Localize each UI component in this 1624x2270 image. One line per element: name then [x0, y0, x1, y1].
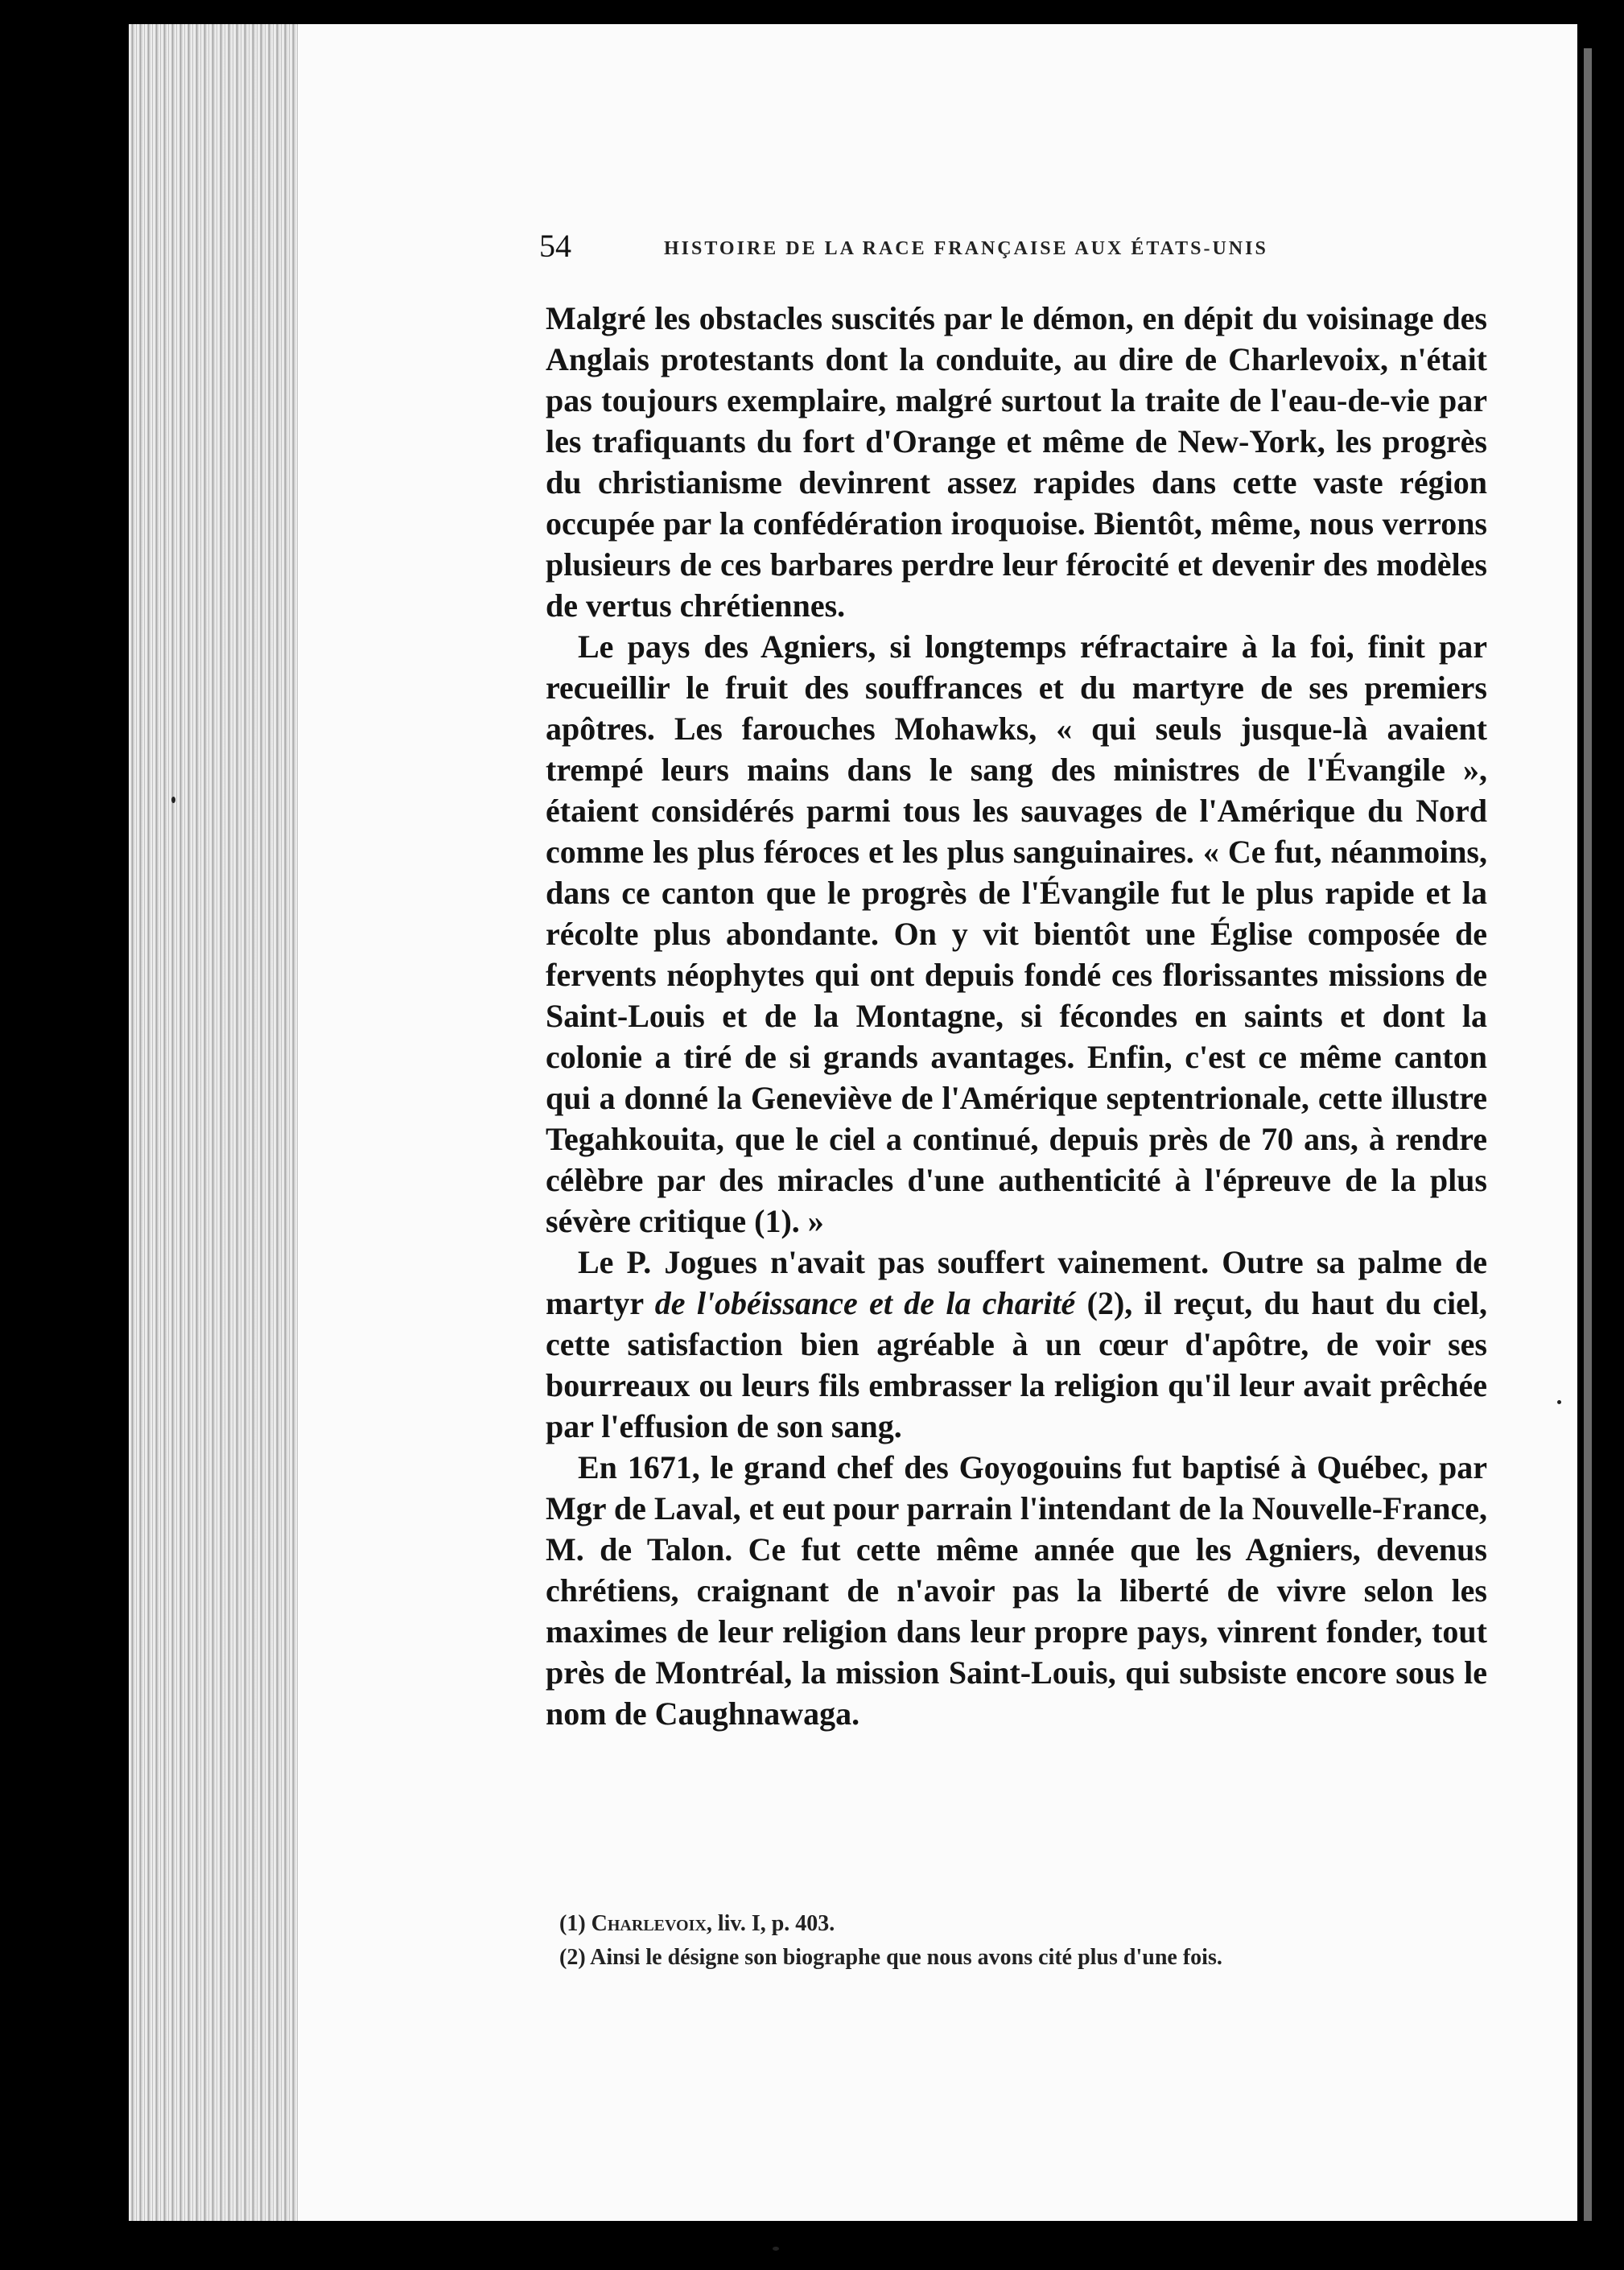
footnote-1 — [559, 1907, 1493, 1941]
footnotes — [559, 1907, 1493, 1975]
paragraph-2: Le pays des Agniers, si longtemps réfractaire à la foi, finit par recueillir le fruit des souffrances et du martyre de ses premiers apôtres. Les farouches Mohawks, « qui seuls jusque-là avaient trempé leurs mains dans le sang des ministres de l'Évangile », étaient considérés parmi tous les sauvages de l'Amérique du Nord comme les plus féroces et les plus sanguinaires. « Ce fut, néanmoins, dans ce canton que le progrès de l'Évangile fut le plus rapide et la récolte plus abondante. On y vit bientôt une Église composée de fervents néophytes qui ont depuis fondé ces florissantes missions de Saint-Louis et de la Montagne, si fécondes en saints et dont la colonie a tiré de si grands avantages. Enfin, c'est ce même canton qui a donné la Geneviève de l'Amérique septentrionale, cette illustre Tegahkouita, que le ciel a continué, depuis près de 70 ans, à rendre célèbre par des miracles d'une authenticité à l'épreuve de la plus sévère critique (1). » — [546, 628, 1487, 1239]
paragraph-1: Malgré les obstacles suscités par le démon, en dépit du voisinage des Anglais protestants dont la conduite, au dire de Charlevoix, n'était pas toujours exemplaire, malgré surtout la traite de l'eau-de-vie par les trafiquants du fort d'Orange et même de New-York, les progrès du christianisme devinrent assez rapides dans cette vaste région occupée par la confédération iroquoise. Bientôt, même, nous verrons plusieurs de ces barbares perdre leur férocité et devenir des modèles de vertus chrétiennes. — [546, 300, 1487, 624]
footnote-1-mark: (1) — [559, 1911, 586, 1936]
running-head — [539, 227, 1384, 267]
footnote-1-author: Charlevoix — [591, 1911, 707, 1936]
page-number: 54 — [539, 228, 571, 264]
paragraph-4: En 1671, le grand chef des Goyogouins fut baptisé à Québec, par Mgr de Laval, et eut pour parrain l'intendant de la Nouvelle-France, M. de Talon. Ce fut cette même année que les Agniers, devenus chrétiens, craignant de n'avoir pas la liberté de vivre selon les maximes de leur religion dans leur propre pays, vinrent fonder, tout près de Montréal, la mission Saint-Louis, qui subsiste encore sous le nom de Caughnawaga. — [546, 1449, 1487, 1732]
footnote-2-text: Ainsi le désigne son biographe que nous avons cité plus d'une fois. — [585, 1945, 1222, 1970]
paragraph-3-italic-phrase: de l'obéissance et de la charité — [654, 1285, 1076, 1321]
paragraph-3-text-before: Le P. Jogues n'avait pas souffert vainement. Outre sa palme de martyr — [546, 1244, 1487, 1321]
footnote-1-text: , liv. I, p. 403. — [706, 1911, 835, 1936]
book-page-edges — [129, 24, 310, 2221]
paragraph-3-text-after: (2), il reçut, du haut du ciel, cette satisfaction bien agréable à un cœur d'apôtre, de voir ses bourreaux ou leurs fils embrasser la religion qu'il leur avait prêchée par l'effusion de son sang. — [546, 1285, 1488, 1444]
footnote-2 — [559, 1941, 1493, 1975]
body-text — [546, 298, 1487, 1734]
running-title: HISTOIRE DE LA RACE FRANÇAISE AUX ÉTATS-UNIS — [664, 238, 1268, 259]
scan-speck — [773, 2247, 779, 2251]
scan-speck — [171, 797, 175, 803]
footnote-2-mark: (2) — [559, 1945, 586, 1970]
scan-speck — [1557, 1400, 1561, 1404]
paragraph-3 — [546, 1242, 1487, 1447]
book-gutter-edge — [1584, 48, 1592, 2221]
